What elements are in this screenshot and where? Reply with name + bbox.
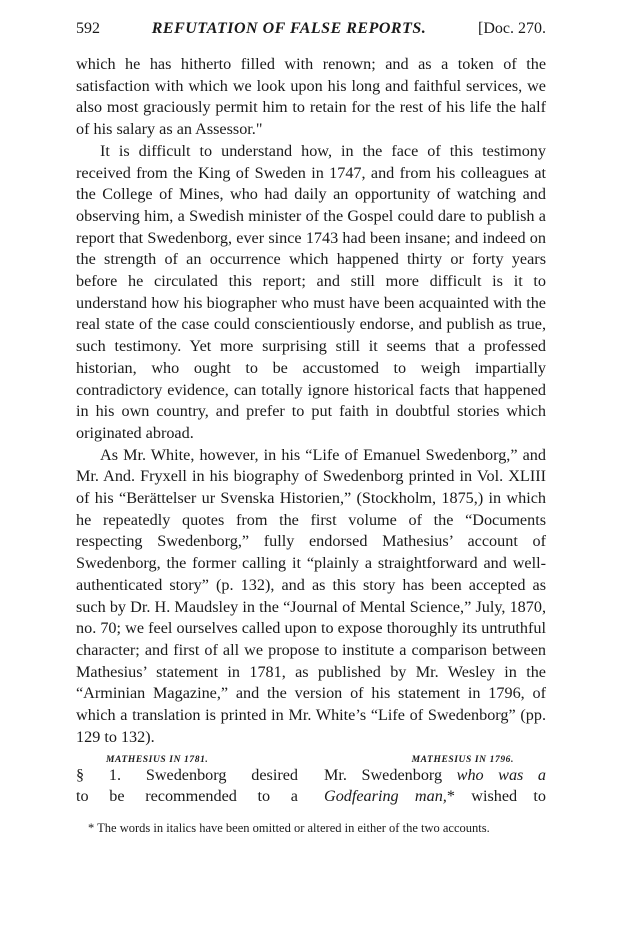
left-column-line: § 1. Swedenborg desired <box>76 765 298 784</box>
running-title: REFUTATION OF FALSE REPORTS. <box>151 20 427 37</box>
comparison-columns <box>76 765 546 808</box>
italic-text: Godfearing man, <box>324 787 447 806</box>
paragraph: It is difficult to understand how, in the face of this testimony received from the King of Sweden in 1747, and from his colleagues at the College of Mines, who had daily an opportunity of watching and observing him, a Swedish minister of the Gospel could dare to publish a report that Swedenborg, ever since 1743 had been insane; and indeed on the strength of an occurrence which happened thirty or forty years before he circulated this report; and still more difficult is it to understand how his biographer who must have been acquainted with the real state of the case could conscientiously endorse, and publish as true, such testimony. Yet more surprising still it seems that a professed historian, who ought to be accustomed to weigh impartially contradictory evidence, can totally ignore historical facts that happened in his own country, and prefer to put faith in doubtful stories which originated abroad. <box>76 141 546 442</box>
right-column-line <box>324 765 546 787</box>
running-header <box>76 20 546 42</box>
left-column-heading: MATHESIUS IN 1781. <box>106 754 209 765</box>
right-column-text: * wished to <box>446 787 546 806</box>
page-number: 592 <box>76 20 100 37</box>
paragraph-continuation: which he has hitherto filled with renown; and as a token of the satisfaction with which we look upon his long and faithful services, we also most graciously permit him to retain for the rest of his life the half of his salary as an Assessor." <box>76 55 546 139</box>
right-column-heading: MATHESIUS IN 1796. <box>411 754 514 765</box>
footnote: * The words in italics have been omitted or altered in either of the two accounts. <box>88 820 490 835</box>
comparison-headings <box>76 755 546 765</box>
document-reference: [Doc. 270. <box>478 20 546 37</box>
right-column <box>324 765 546 808</box>
left-column <box>76 765 298 808</box>
document-page <box>76 20 546 836</box>
italic-text: who was a <box>456 765 546 784</box>
paragraph: As Mr. White, however, in his “Life of Emanuel Swedenborg,” and Mr. And. Fryxell in his biography of Swedenborg printed in Vol. XLIII of his “Berättelser ur Svenska Historien,” (Stockholm, 1875,) in which he repeatedly quotes from the first volume of the “Documents respecting Swedenborg,” fully endorsed Mathesius’ account of Swedenborg, the former calling it “plainly a straightforward and well-authenticated story” (p. 132), and as this story has been accepted as such by Dr. H. Maudsley in the “Journal of Mental Science,” July, 1870, no. 70; we feel ourselves called upon to expose thoroughly its untruthful character; and first of all we propose to institute a comparison between Mathesius’ statement in 1781, as published by Mr. Wesley in the “Arminian Magazine,” and the version of his statement in 1796, of which a translation is printed in Mr. White’s “Life of Swedenborg” (pp. 129 to 132). <box>76 445 546 746</box>
right-column-line <box>324 786 546 808</box>
right-column-text: Mr. Swedenborg <box>324 765 457 784</box>
left-column-line: to be recommended to a <box>76 787 298 806</box>
body-text <box>76 54 546 749</box>
